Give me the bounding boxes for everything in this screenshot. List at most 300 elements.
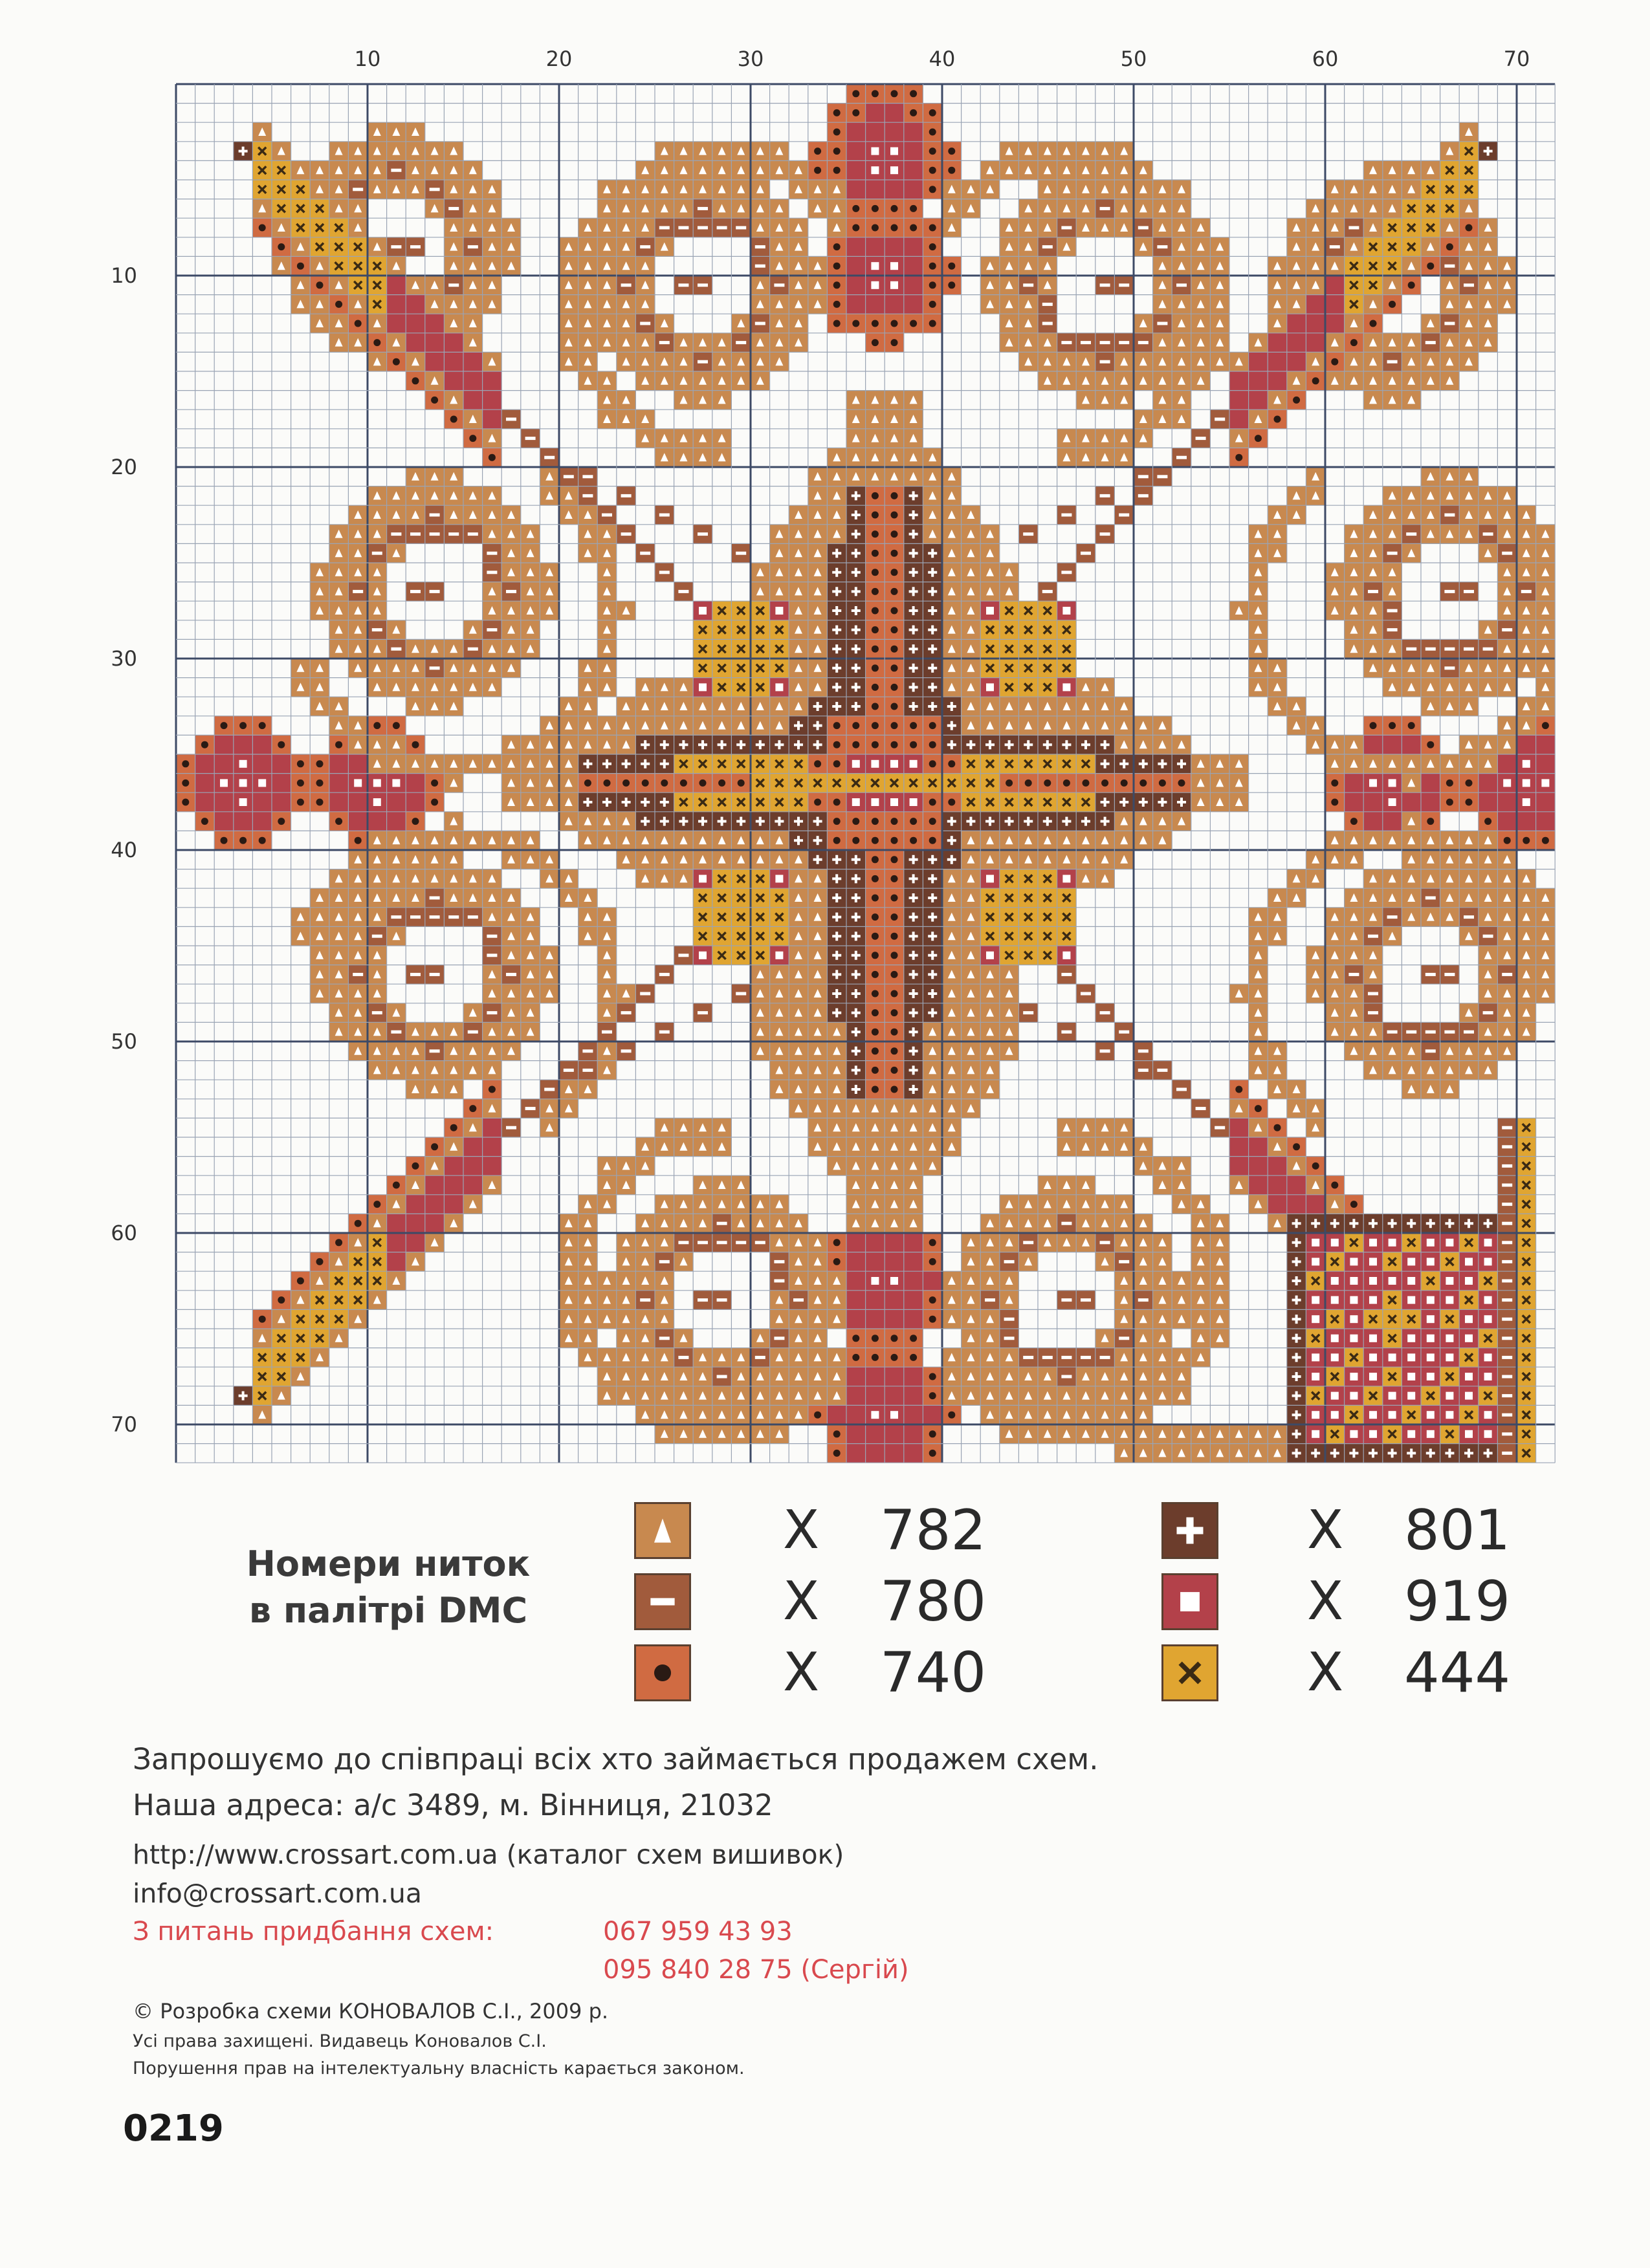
stitch-cell	[904, 1291, 923, 1310]
square-icon	[1350, 1296, 1358, 1304]
dot-icon	[1370, 722, 1377, 729]
dash-icon	[1119, 341, 1129, 344]
dash-icon	[602, 514, 612, 517]
stitch-cell	[1345, 774, 1364, 793]
stitch-cell	[846, 1252, 866, 1272]
stitch-cell	[904, 1271, 923, 1291]
dash-icon	[1138, 226, 1149, 230]
stitch-cell	[425, 1195, 445, 1214]
dot-icon	[450, 1124, 457, 1131]
stitch-cell	[1325, 295, 1345, 314]
dot-icon	[373, 339, 380, 346]
dash-icon	[544, 1088, 555, 1091]
dot-icon	[316, 799, 324, 806]
dash-icon	[544, 456, 555, 459]
dash-icon	[1157, 245, 1167, 248]
dot-icon	[431, 780, 438, 787]
dot-icon	[1006, 780, 1013, 787]
dot-icon	[450, 416, 457, 423]
dot-icon	[1370, 320, 1377, 327]
stitch-cell	[846, 295, 866, 314]
stitch-cell	[387, 295, 406, 314]
dash-icon	[640, 552, 650, 555]
dot-icon	[1446, 780, 1453, 787]
dot-icon	[469, 435, 476, 442]
dash-icon	[1100, 1049, 1110, 1052]
dot-icon	[221, 722, 228, 729]
square-icon	[1427, 1335, 1435, 1342]
stitch-cell	[866, 1291, 885, 1310]
stitch-cell	[1229, 1157, 1249, 1176]
dot-icon	[929, 281, 936, 289]
stitch-cell	[1249, 1157, 1268, 1176]
dot-icon	[872, 703, 879, 710]
dash-icon	[659, 1260, 670, 1263]
stitch-cell	[234, 735, 253, 754]
dot-icon	[891, 588, 898, 595]
dot-icon	[891, 722, 898, 729]
dash-icon	[698, 1241, 708, 1244]
dot-icon	[891, 952, 898, 959]
dash-icon	[1444, 514, 1455, 517]
stitch-cell	[1421, 774, 1440, 793]
dot-icon	[814, 147, 821, 155]
stitch-cell	[444, 1175, 463, 1195]
dot-icon	[489, 1086, 496, 1093]
stitch-cell	[885, 1252, 904, 1272]
dot-icon	[431, 1143, 438, 1150]
dot-icon	[929, 1258, 936, 1265]
dot-icon	[910, 1335, 917, 1342]
stitch-cell	[846, 142, 866, 161]
dot-icon	[1523, 837, 1530, 844]
dot-icon	[718, 780, 725, 787]
square-icon	[1350, 1277, 1358, 1285]
dot-icon	[872, 875, 879, 882]
dot-icon	[1121, 780, 1128, 787]
stitch-cell	[866, 295, 885, 314]
dash-icon	[1138, 475, 1149, 478]
dash-icon	[582, 494, 593, 497]
dash-icon	[985, 1298, 995, 1302]
dot-icon	[1350, 818, 1358, 825]
stitch-cell	[214, 754, 234, 774]
dot-icon	[316, 780, 324, 787]
stitch-cell	[904, 122, 923, 142]
dash-icon	[659, 226, 670, 230]
dash-icon	[1100, 283, 1110, 287]
dash-icon	[1502, 628, 1512, 631]
dot-icon	[1350, 1201, 1358, 1208]
dash-icon	[430, 897, 440, 900]
dot-icon	[929, 722, 936, 729]
square-icon	[890, 760, 898, 768]
square-icon	[1484, 1296, 1492, 1304]
dot-icon	[833, 818, 841, 825]
stitch-cell	[387, 812, 406, 831]
dash-icon	[430, 188, 440, 191]
dot-icon	[335, 301, 342, 308]
dash-icon	[1061, 1298, 1072, 1302]
dash-icon	[755, 245, 765, 248]
dash-icon	[1444, 322, 1455, 325]
stitch-cell	[1287, 314, 1306, 333]
square-icon	[1312, 1315, 1319, 1323]
stitch-cell	[252, 792, 272, 812]
square-icon	[1427, 1258, 1435, 1265]
dash-icon	[678, 226, 688, 230]
dash-icon	[1348, 973, 1359, 976]
dash-icon	[659, 1030, 670, 1034]
dot-icon	[891, 664, 898, 671]
dot-icon	[316, 760, 324, 767]
square-icon	[1484, 1315, 1492, 1323]
dash-icon	[1061, 226, 1072, 230]
dash-icon	[736, 1241, 746, 1244]
dot-icon	[738, 780, 745, 787]
square-icon	[1523, 779, 1530, 787]
stitch-cell	[1268, 1175, 1287, 1195]
stitch-cell	[1249, 391, 1268, 410]
dot-icon	[891, 512, 898, 519]
stitch-cell	[387, 1214, 406, 1233]
dot-icon	[872, 990, 879, 998]
square-icon	[890, 798, 898, 806]
square-icon	[890, 262, 898, 270]
dash-icon	[1023, 1241, 1033, 1244]
dot-icon	[872, 837, 879, 844]
stitch-cell	[1306, 1195, 1325, 1214]
stitch-cell	[885, 1291, 904, 1310]
dot-icon	[852, 741, 859, 748]
dash-icon	[1023, 283, 1033, 287]
dash-icon	[1425, 341, 1436, 344]
dash-icon	[391, 169, 401, 172]
dot-icon	[1542, 837, 1549, 844]
dot-icon	[929, 818, 936, 825]
stitch-cell	[463, 1175, 483, 1195]
dash-icon	[1061, 1030, 1072, 1034]
dash-icon	[1119, 1260, 1129, 1263]
stitch-cell	[406, 792, 425, 812]
square-icon	[1350, 1315, 1358, 1323]
stitch-cell	[483, 391, 502, 410]
stitch-cell	[483, 1157, 502, 1176]
dash-icon	[468, 648, 478, 651]
stitch-cell	[1421, 792, 1440, 812]
dot-icon	[852, 90, 859, 97]
stitch-cell	[425, 1175, 445, 1195]
stitch-cell	[904, 237, 923, 257]
stitch-cell	[348, 754, 368, 774]
dot-icon	[1466, 799, 1473, 806]
dash-icon	[582, 1049, 593, 1052]
square-icon	[699, 683, 707, 691]
dot-icon	[910, 837, 917, 844]
square-icon	[239, 760, 247, 768]
stitch-cell	[1325, 314, 1345, 333]
dot-icon	[872, 913, 879, 921]
dot-icon	[929, 224, 936, 232]
dot-icon	[297, 780, 304, 787]
dash-icon	[621, 1011, 632, 1014]
dot-icon	[833, 243, 841, 250]
dash-icon	[1081, 341, 1091, 344]
dash-icon	[410, 245, 421, 248]
square-icon	[910, 798, 918, 806]
dot-icon	[872, 818, 879, 825]
stitch-cell	[1306, 333, 1325, 353]
square-icon	[1465, 1315, 1473, 1323]
stitch-cell	[406, 1233, 425, 1252]
dot-icon	[872, 90, 879, 97]
dot-icon	[891, 837, 898, 844]
dash-icon	[1406, 1030, 1416, 1034]
square-icon	[1407, 1335, 1415, 1342]
square-icon	[1389, 1277, 1396, 1285]
dot-icon	[814, 167, 821, 174]
dot-icon	[1235, 454, 1242, 461]
dash-icon	[621, 494, 632, 497]
dot-icon	[833, 167, 841, 174]
dot-icon	[872, 530, 879, 538]
square-icon	[1331, 1277, 1339, 1285]
dash-icon	[698, 207, 708, 210]
dot-icon	[393, 358, 400, 365]
dash-icon	[506, 590, 516, 593]
dash-icon	[755, 1241, 765, 1244]
dot-icon	[891, 205, 898, 212]
dot-icon	[833, 760, 841, 767]
square-icon	[775, 952, 783, 959]
dot-icon	[833, 263, 841, 270]
stitch-cell	[904, 256, 923, 276]
dot-icon	[1063, 780, 1070, 787]
dot-icon	[182, 780, 189, 787]
dash-icon	[1023, 1011, 1033, 1014]
dash-icon	[1425, 1030, 1436, 1034]
dash-icon	[1100, 1241, 1110, 1244]
dash-icon	[1042, 245, 1053, 248]
square-icon	[1389, 798, 1396, 806]
dash-icon	[1004, 1318, 1015, 1321]
dash-icon	[1061, 571, 1072, 574]
dash-icon	[430, 590, 440, 593]
dot-icon	[604, 780, 611, 787]
dash-icon	[506, 418, 516, 421]
dot-icon	[948, 147, 955, 155]
dash-icon	[487, 571, 497, 574]
stitch-cell	[1383, 735, 1402, 754]
dash-icon	[372, 552, 382, 555]
dot-icon	[833, 320, 841, 327]
stitch-cell	[406, 314, 425, 333]
stitch-cell	[885, 1309, 904, 1329]
dash-icon	[602, 1030, 612, 1034]
dot-icon	[431, 397, 438, 404]
dash-icon	[1387, 628, 1398, 631]
stitch-cell	[1249, 1175, 1268, 1195]
square-icon	[1446, 1239, 1453, 1247]
dot-icon	[833, 147, 841, 155]
dash-icon	[736, 226, 746, 230]
dot-icon	[393, 722, 400, 729]
square-icon	[852, 760, 860, 768]
dash-icon	[1368, 590, 1378, 593]
stitch-cell	[214, 792, 234, 812]
dash-icon	[487, 628, 497, 631]
stitch-cell	[846, 1309, 866, 1329]
dash-icon	[430, 666, 440, 670]
dash-icon	[468, 915, 478, 919]
dash-icon	[1483, 935, 1493, 938]
stitch-cell	[463, 391, 483, 410]
dot-icon	[891, 856, 898, 863]
dot-icon	[1331, 780, 1338, 787]
dot-icon	[929, 799, 936, 806]
stitch-cell	[1536, 735, 1556, 754]
dash-icon	[1502, 1222, 1512, 1225]
dot-icon	[852, 320, 859, 327]
dash-icon	[1387, 552, 1398, 555]
dash-icon	[1387, 609, 1398, 613]
dot-icon	[891, 1029, 898, 1036]
dot-icon	[872, 646, 879, 653]
dash-icon	[1444, 973, 1455, 976]
dash-icon	[1157, 322, 1167, 325]
dash-icon	[640, 1298, 650, 1302]
dot-icon	[1139, 780, 1147, 787]
dash-icon	[1483, 532, 1493, 536]
dot-icon	[948, 263, 955, 270]
dot-icon	[852, 818, 859, 825]
dot-icon	[1312, 377, 1319, 384]
stitch-cell	[904, 1309, 923, 1329]
dash-icon	[1502, 1260, 1512, 1263]
dash-icon	[1215, 1126, 1225, 1129]
dash-icon	[1444, 1030, 1455, 1034]
dot-icon	[278, 741, 285, 748]
dot-icon	[335, 1239, 342, 1246]
dot-icon	[891, 703, 898, 710]
stitch-cell	[1536, 792, 1556, 812]
dash-icon	[1387, 1030, 1398, 1034]
dot-icon	[393, 1182, 400, 1189]
square-icon	[1369, 1239, 1377, 1247]
dot-icon	[431, 799, 438, 806]
dot-icon	[182, 799, 189, 806]
dot-icon	[239, 837, 247, 844]
dash-icon	[1502, 1164, 1512, 1168]
dot-icon	[929, 837, 936, 844]
dot-icon	[929, 109, 936, 116]
stitch-cell	[1517, 812, 1536, 831]
dot-icon	[910, 320, 917, 327]
stitch-cell	[885, 1233, 904, 1252]
dash-icon	[1176, 283, 1187, 287]
dot-icon	[259, 722, 266, 729]
dot-icon	[872, 1047, 879, 1054]
dot-icon	[489, 454, 496, 461]
dot-icon	[891, 1009, 898, 1016]
dot-icon	[929, 760, 936, 767]
dash-icon	[640, 245, 650, 248]
square-icon	[1427, 1315, 1435, 1323]
stitch-cell	[463, 352, 483, 371]
dot-icon	[891, 1067, 898, 1074]
stitch-cell	[406, 774, 425, 793]
dot-icon	[201, 818, 208, 825]
dot-icon	[910, 90, 917, 97]
dash-icon	[736, 341, 746, 344]
dot-icon	[872, 550, 879, 557]
dot-icon	[1101, 780, 1108, 787]
dot-icon	[872, 1067, 879, 1074]
dash-icon	[717, 1298, 727, 1302]
stitch-cell	[425, 1214, 445, 1233]
dot-icon	[412, 1162, 419, 1170]
dot-icon	[1350, 339, 1358, 346]
square-icon	[986, 683, 994, 691]
dash-icon	[1368, 992, 1378, 996]
stitch-cell	[387, 314, 406, 333]
dash-icon	[1521, 590, 1532, 593]
square-icon	[1427, 1296, 1435, 1304]
dot-icon	[929, 301, 936, 308]
dash-icon	[1406, 532, 1416, 536]
dash-icon	[1464, 283, 1474, 287]
stitch-cell	[444, 371, 463, 391]
stitch-cell	[846, 180, 866, 199]
dash-icon	[698, 283, 708, 287]
square-icon	[910, 760, 918, 768]
stitch-cell	[1249, 371, 1268, 391]
dot-icon	[891, 990, 898, 998]
dash-icon	[717, 1241, 727, 1244]
dash-icon	[1483, 1011, 1493, 1014]
dash-icon	[1119, 1336, 1129, 1340]
dot-icon	[872, 320, 879, 327]
dot-icon	[469, 1105, 476, 1112]
stitch-cell	[483, 371, 502, 391]
stitch-cell	[1497, 754, 1517, 774]
dash-icon	[736, 552, 746, 555]
dash-icon	[391, 648, 401, 651]
dot-icon	[1389, 722, 1396, 729]
stitch-cell	[444, 1157, 463, 1176]
dash-icon	[1061, 341, 1072, 344]
dash-icon	[430, 514, 440, 517]
stitch-cell	[846, 1233, 866, 1252]
stitch-cell	[1363, 792, 1383, 812]
dot-icon	[929, 1296, 936, 1303]
square-icon	[1389, 779, 1396, 787]
dash-icon	[448, 283, 459, 287]
dash-icon	[1138, 341, 1149, 344]
dot-icon	[1312, 1162, 1319, 1170]
dot-icon	[891, 339, 898, 346]
dot-icon	[891, 818, 898, 825]
stitch-cell	[1229, 409, 1249, 429]
stitch-cell	[1287, 333, 1306, 353]
square-icon	[1446, 1277, 1453, 1285]
dash-icon	[353, 973, 363, 976]
dot-icon	[833, 799, 841, 806]
dot-icon	[1504, 837, 1511, 844]
dash-icon	[659, 571, 670, 574]
dot-icon	[1408, 722, 1415, 729]
stitch-cell	[1287, 352, 1306, 371]
